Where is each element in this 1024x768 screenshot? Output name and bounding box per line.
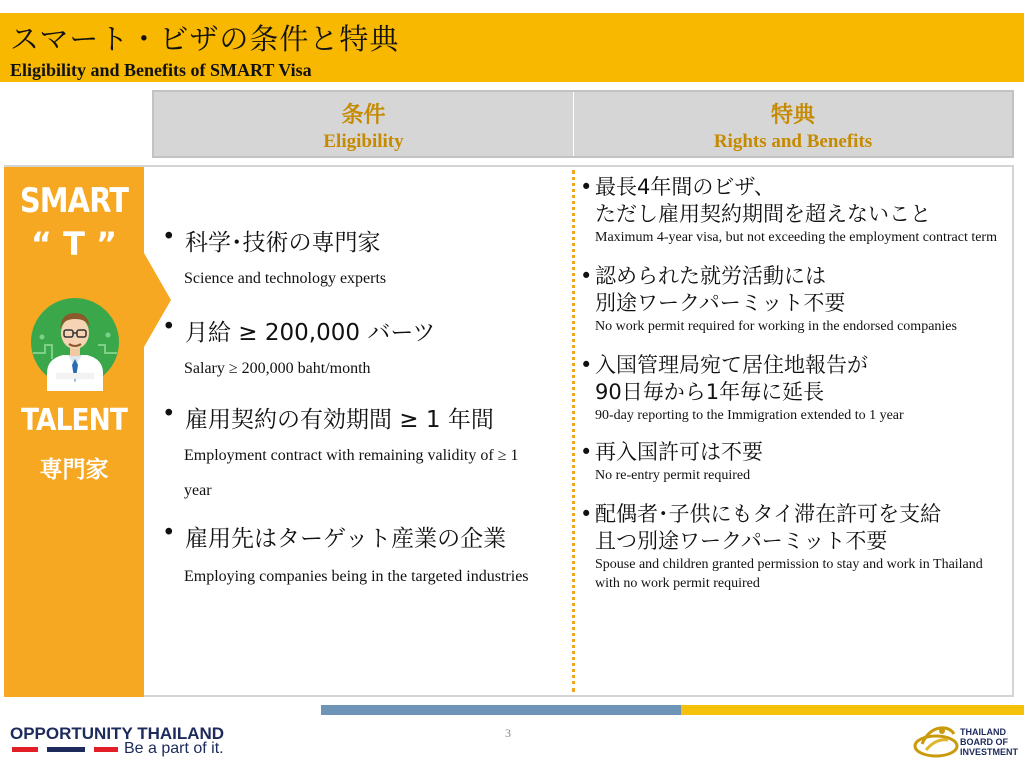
title-band (0, 13, 1024, 82)
benefit-item (580, 174, 1005, 247)
benefit-item-en: 90-day reporting to the Immigration extended to 1 year (595, 408, 904, 423)
benefit-item-jp-line1: 再入国許可は不要 (595, 440, 763, 464)
footer-bar-gold (681, 705, 1024, 715)
talent-jp-label: 専門家 (39, 457, 109, 483)
benefit-item-jp-line1: 最長4年間のビザ、 (595, 175, 775, 199)
eligibility-item-en: Salary ≥ 200,000 baht/month (184, 360, 371, 377)
benefit-item-jp-line2: 且つ別途ワークパーミット不要 (595, 529, 888, 553)
benefits-header (574, 92, 1012, 156)
benefit-item-jp-line2: 90日毎から1年毎に延長 (595, 380, 825, 404)
benefits-header-jp: 特典 (770, 103, 815, 128)
eligibility-item-jp: 月給 ≥ 200,000 バーツ (185, 320, 436, 346)
eligibility-item-jp: 科学･技術の専門家 (185, 230, 381, 256)
bullet: • (162, 314, 176, 340)
eligibility-item-en: Employing companies being in the targeted industries (184, 568, 529, 585)
benefit-item-jp-line1: 配偶者･子供にもタイ滞在許可を支給 (595, 502, 942, 526)
bullet: • (580, 440, 593, 464)
boi-line3: INVESTMENT (960, 747, 1019, 757)
benefit-item-en: No re-entry permit required (595, 468, 751, 483)
eligibility-item-jp: 雇用先はターゲット産業の企業 (185, 526, 507, 552)
eligibility-item-en: Employment contract with remaining validity of ≥ 1 year (184, 447, 519, 499)
benefit-item-en: Maximum 4-year visa, but not exceeding the employment contract term (595, 230, 997, 245)
bullet: • (162, 401, 176, 427)
bullet: • (580, 353, 593, 377)
eligibility-header-jp: 条件 (341, 103, 386, 128)
bullet: • (580, 175, 593, 199)
benefits-header-en: Rights and Benefits (713, 131, 873, 152)
benefit-item-jp-line1: 入国管理局宛て居住地報告が (595, 353, 868, 377)
benefits-list (580, 174, 1005, 593)
boi-logo-text (960, 727, 1018, 757)
eligibility-item-en: Science and technology experts (184, 270, 387, 287)
benefit-item-en: No work permit required for working in the endorsed companies (595, 319, 957, 334)
benefit-item-en: Spouse and children granted permission to stay and work in Thailand with no work permit required (595, 557, 983, 591)
bullet: • (580, 264, 593, 288)
column-dotted-divider (572, 170, 575, 692)
benefit-item-jp-line1: 認められた就労活動には (595, 264, 826, 288)
column-header (152, 90, 1014, 158)
smart-label: SMART (19, 181, 129, 221)
boi-line1: THAILAND (960, 727, 1006, 737)
eligibility-item-jp: 雇用契約の有効期間 ≥ 1 年間 (185, 407, 494, 433)
talent-label: TALENT (20, 403, 128, 438)
benefit-item (580, 352, 1005, 425)
boi-line2: BOARD OF (960, 737, 1008, 747)
eligibility-item (160, 314, 560, 386)
benefit-item (580, 439, 1005, 485)
eligibility-item (160, 224, 560, 296)
eligibility-header (154, 92, 573, 156)
quote-t-label: “ T ” (30, 225, 118, 263)
bullet: • (580, 502, 593, 526)
smart-t-sidebar (4, 167, 144, 697)
flag-stripe-blue (47, 747, 85, 752)
scientist-avatar-icon (30, 295, 120, 391)
flag-stripe-red (12, 747, 38, 752)
page-number: 3 (505, 726, 511, 740)
eligibility-item (160, 401, 560, 508)
eligibility-list (160, 224, 560, 594)
bullet: • (162, 520, 176, 546)
tagline: Be a part of it. (124, 740, 224, 757)
eligibility-item (160, 520, 560, 594)
bullet: • (162, 224, 176, 250)
boi-emblem-icon (912, 722, 960, 760)
slide-title-en: Eligibility and Benefits of SMART Visa (10, 60, 312, 80)
benefit-item (580, 501, 1005, 593)
benefit-item (580, 263, 1005, 336)
footer-bar-blue (321, 705, 681, 715)
slide-title-jp: スマート・ビザの条件と特典 (10, 22, 400, 56)
benefit-item-jp-line2: 別途ワークパーミット不要 (595, 291, 846, 315)
flag-stripe-red (94, 747, 118, 752)
benefit-item-jp-line2: ただし雇用契約期間を超えないこと (595, 202, 931, 226)
eligibility-header-en: Eligibility (323, 131, 404, 152)
opportunity-thailand-logo-text: OPPORTUNITY THAILAND (10, 724, 225, 743)
